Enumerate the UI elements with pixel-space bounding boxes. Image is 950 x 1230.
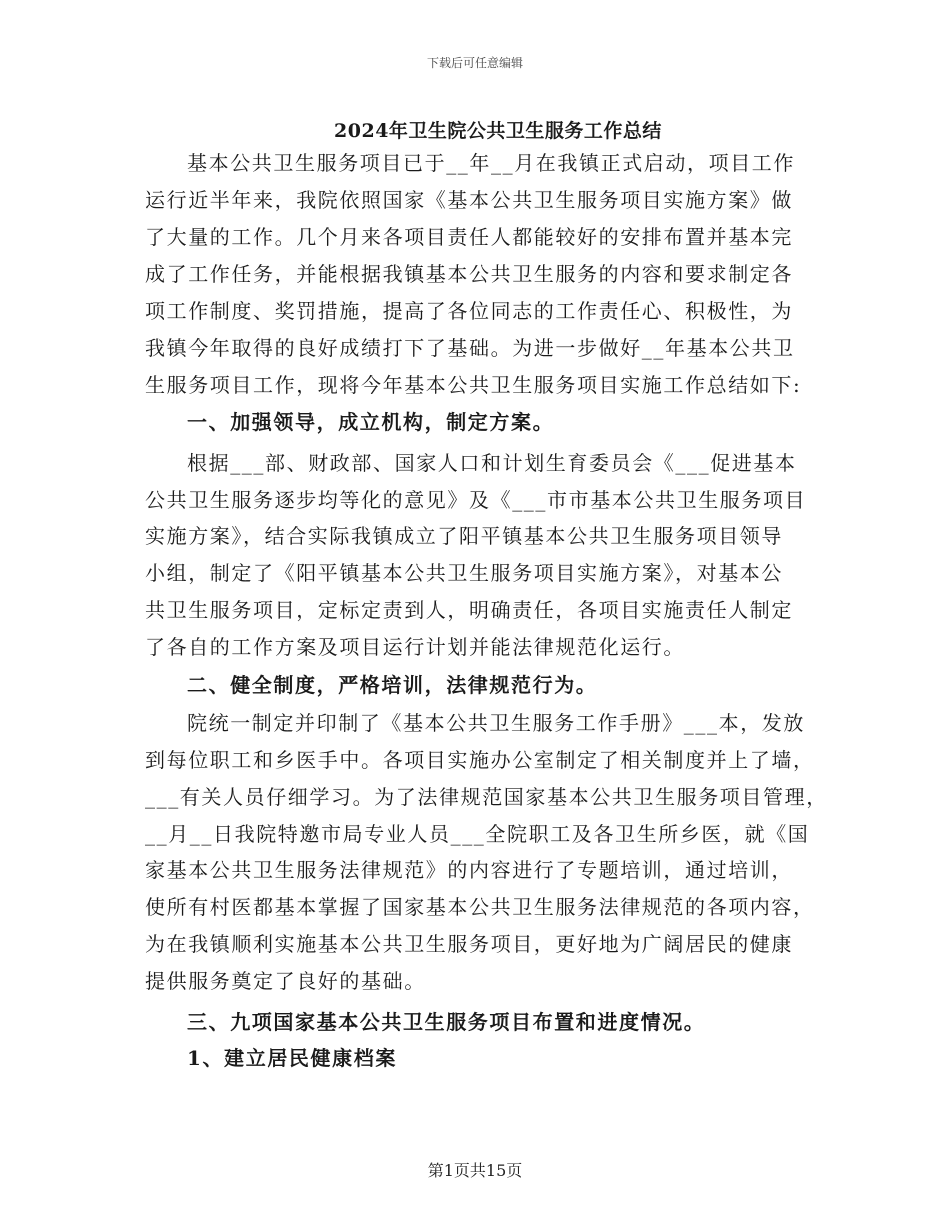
body-line: 成了工作任务，并能根据我镇基本公共卫生服务的内容和要求制定各	[145, 262, 793, 286]
body-line: 共卫生服务项目，定标定责到人，明确责任，各项目实施责任人制定	[145, 598, 793, 622]
body-line: 基本公共卫生服务项目已于__年__月在我镇正式启动，项目工作	[187, 151, 795, 175]
body-line: ___有关人员仔细学习。为了法律规范国家基本公共卫生服务项目管理，	[145, 785, 828, 809]
body-line: 为在我镇顺利实施基本公共卫生服务项目，更好地为广阔居民的健康	[145, 932, 793, 956]
body-line: 运行近半年来，我院依照国家《基本公共卫生服务项目实施方案》做	[145, 188, 793, 212]
body-line: 使所有村医都基本掌握了国家基本公共卫生服务法律规范的各项内容，	[145, 895, 815, 919]
body-line: 实施方案》，结合实际我镇成立了阳平镇基本公共卫生服务项目领导	[145, 524, 783, 548]
body-line: 了大量的工作。几个月来各项目责任人都能较好的安排布置并基本完	[145, 225, 793, 249]
section-heading-3: 三、九项国家基本公共卫生服务项目布置和进度情况。	[187, 1010, 706, 1034]
body-line: 我镇今年取得的良好成绩打下了基础。为进一步做好__年基本公共卫	[145, 336, 795, 360]
body-line: 小组，制定了《阳平镇基本公共卫生服务项目实施方案》，对基本公	[145, 561, 783, 585]
document-title: 2024年卫生院公共卫生服务工作总结	[334, 120, 662, 142]
body-line: 生服务项目工作，现将今年基本公共卫生服务项目实施工作总结如下:	[145, 373, 802, 397]
body-line: 根据___部、财政部、国家人口和计划生育委员会《___促进基本	[187, 451, 797, 475]
header-note: 下载后可任意编辑	[426, 56, 523, 70]
section-heading-2: 二、健全制度，严格培训，法律规范行为。	[187, 673, 598, 697]
body-line: 家基本公共卫生服务法律规范》的内容进行了专题培训，通过培训，	[145, 858, 793, 882]
body-line: 院统一制定并印制了《基本公共卫生服务工作手册》___本，发放	[187, 711, 805, 735]
body-line: __月__日我院特邀市局专业人员___全院职工及各卫生所乡医，就《国	[145, 822, 810, 846]
body-line: 公共卫生服务逐步均等化的意见》及《___市市基本公共卫生服务项目	[145, 488, 807, 512]
body-line: 到每位职工和乡医手中。各项目实施办公室制定了相关制度并上了墙，	[145, 748, 815, 772]
page-number: 第1页共15页	[427, 1161, 523, 1180]
body-line: 了各自的工作方案及项目运行计划并能法律规范化运行。	[145, 635, 685, 659]
section-heading-1: 一、加强领导，成立机构，制定方案。	[187, 410, 555, 434]
subsection-heading: 1、建立居民健康档案	[187, 1046, 397, 1070]
body-line: 提供服务奠定了良好的基础。	[145, 969, 426, 993]
body-line: 项工作制度、奖罚措施，提高了各位同志的工作责任心、积极性，为	[145, 299, 793, 323]
